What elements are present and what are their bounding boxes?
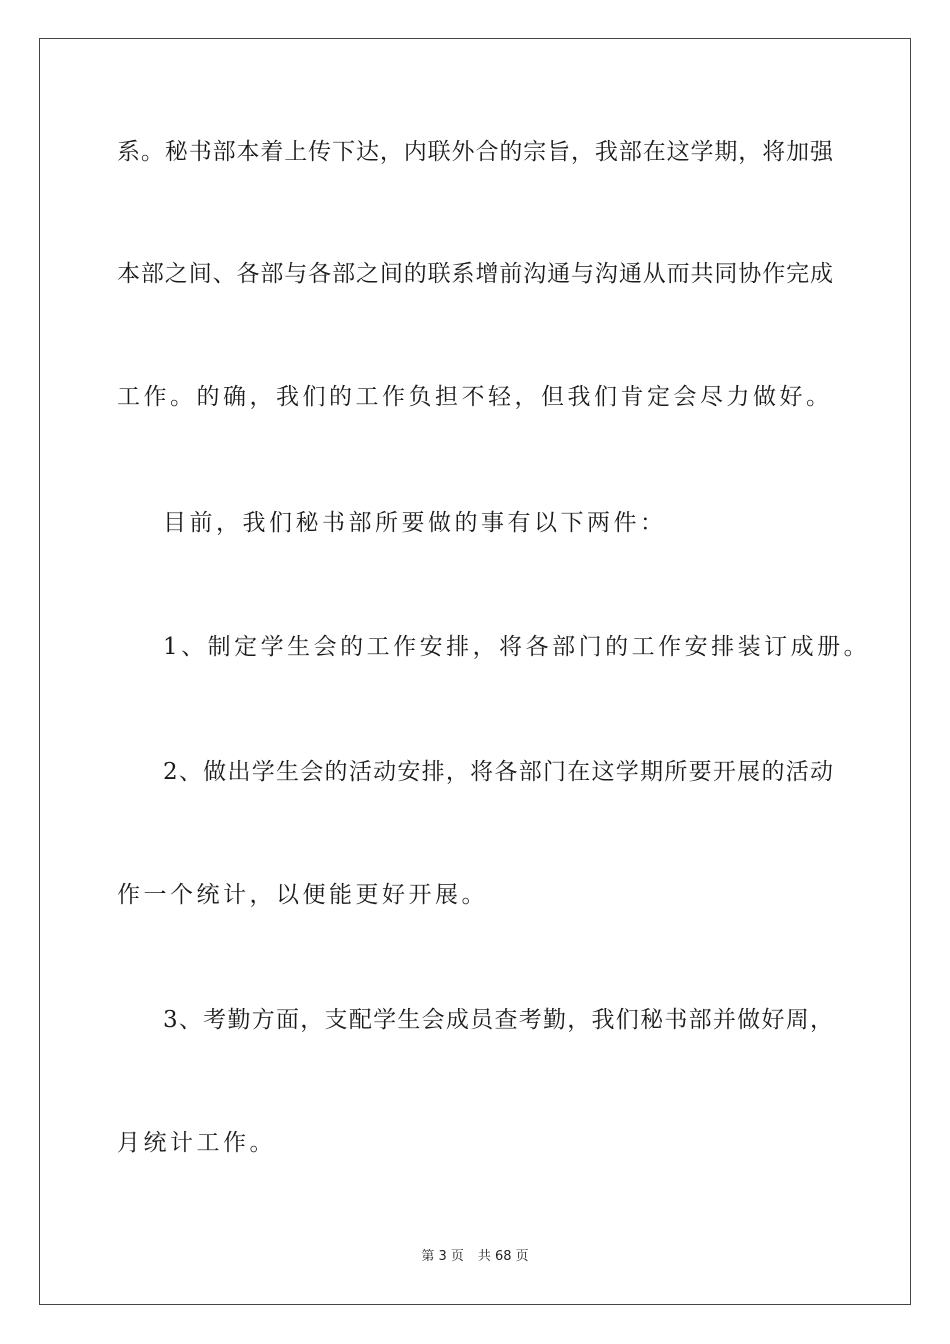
list-item-2: 2、做出学生会的活动安排，将各部门在这学期所要开展的活动 <box>163 759 833 785</box>
page-border <box>39 38 911 1305</box>
list-item-3: 3、考勤方面，支配学生会成员查考勤，我们秘书部并做好周， <box>163 1007 833 1033</box>
paragraph-line-1: 系。秘书部本着上传下达，内联外合的宗旨，我部在这学期，将加强 <box>117 139 833 165</box>
list-item-2-continuation: 作一个统计，以便能更好开展。 <box>117 882 488 908</box>
paragraph-line-4: 目前，我们秘书部所要做的事有以下两件： <box>163 510 667 536</box>
paragraph-line-2: 本部之间、各部与各部之间的联系增前沟通与沟通从而共同协作完成 <box>117 261 833 287</box>
page-total: 共 68 页 <box>477 1249 529 1264</box>
page-footer <box>0 1248 950 1266</box>
list-item-1: 1、制定学生会的工作安排，将各部门的工作安排装订成册。 <box>163 634 871 660</box>
page-number: 第 3 页 <box>421 1249 464 1264</box>
list-item-3-continuation: 月统计工作。 <box>117 1130 276 1156</box>
paragraph-line-3: 工作。的确，我们的工作负担不轻，但我们肯定会尽力做好。 <box>117 384 833 410</box>
